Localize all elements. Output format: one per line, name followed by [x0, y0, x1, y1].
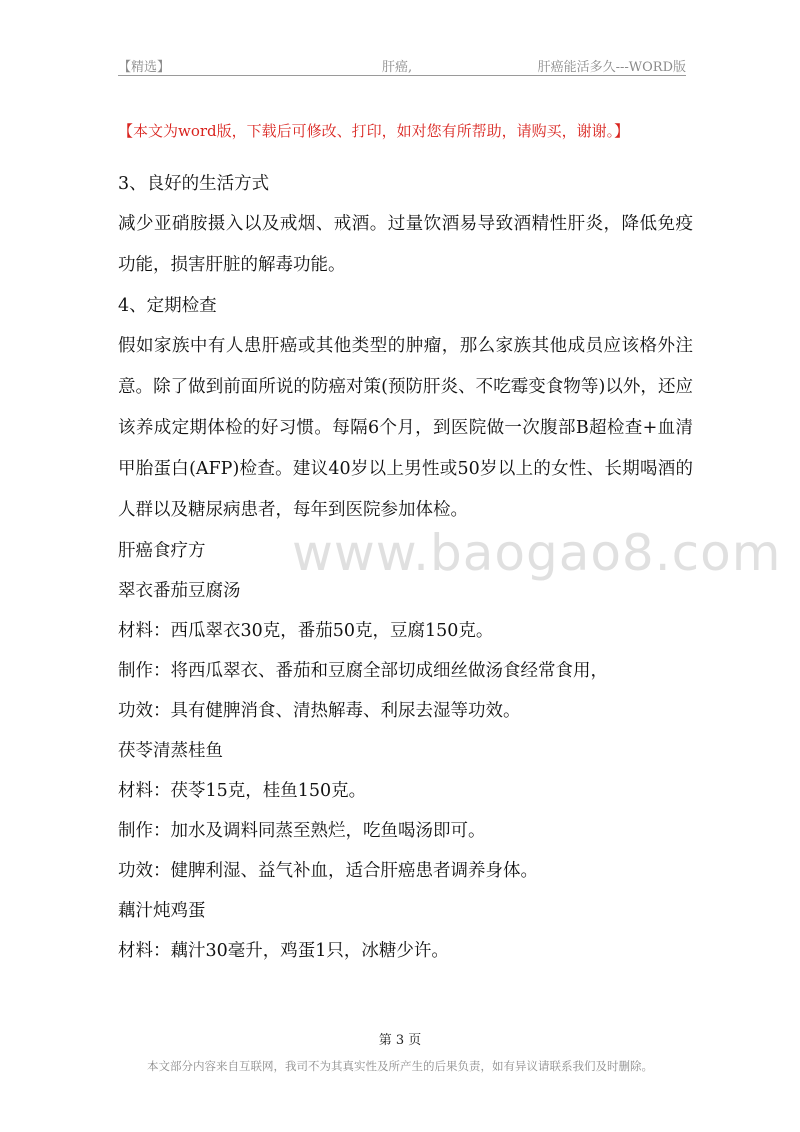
recipe-2-materials: 材料：茯苓15克，桂鱼150克。	[118, 781, 367, 801]
header-right: 肝癌能活多久---WORD版	[537, 60, 686, 75]
document-body	[118, 170, 693, 977]
page-footer-disclaimer: 本文部分内容来自互联网，我司不为其真实性及所产生的后果负责，如有异议请联系我们及时删除。	[147, 1059, 653, 1073]
watermark: www.baogao8.com	[292, 524, 782, 582]
header-divider	[118, 75, 686, 76]
recipe-3-name: 藕汁炖鸡蛋	[118, 901, 206, 921]
recipe-1-name: 翠衣番茄豆腐汤	[118, 581, 241, 601]
page-number: 第 3 页	[378, 1033, 422, 1048]
recipe-3-materials: 材料：藕汁30毫升，鸡蛋1只，冰糖少许。	[118, 941, 449, 961]
heading-lifestyle: 3、良好的生活方式	[118, 174, 270, 194]
header-center: 肝癌,	[382, 60, 413, 75]
recipe-2-name: 茯苓清蒸桂鱼	[118, 741, 223, 761]
paragraph-checkup: 假如家族中有人患肝癌或其他类型的肿瘤，那么家族其他成员应该格外注意。除了做到前面所说的防癌对策(预防肝炎、不吃霉变食物等)以外，还应该养成定期体检的好习惯。每隔6个月，到医院做一次腹部B超检查+血清甲胎蛋白(AFP)检查。建议40岁以上男性或50岁以上的女性、长期喝酒的人群以及糖尿病患者，每年到医院参加体检。	[118, 336, 693, 520]
recipe-2-effect: 功效：健脾利湿、益气补血，适合肝癌患者调养身体。	[118, 861, 538, 881]
page-header	[118, 56, 686, 76]
recipe-1-materials: 材料：西瓜翠衣30克，番茄50克，豆腐150克。	[118, 621, 494, 641]
recipe-2-method: 制作：加水及调料同蒸至熟烂，吃鱼喝汤即可。	[118, 821, 486, 841]
header-left: 【精选】	[118, 60, 171, 75]
recipe-1-method: 制作：将西瓜翠衣、番茄和豆腐全部切成细丝做汤食经常食用，	[118, 661, 608, 681]
purchase-notice: 【本文为word版，下载后可修改、打印，如对您有所帮助，请购买，谢谢。】	[118, 122, 630, 140]
heading-checkup: 4、定期检查	[118, 296, 217, 316]
paragraph-lifestyle: 减少亚硝胺摄入以及戒烟、戒酒。过量饮酒易导致酒精性肝炎，降低免疫功能，损害肝脏的解毒功能。	[118, 214, 693, 275]
recipe-1-effect: 功效：具有健脾消食、清热解毒、利尿去湿等功效。	[118, 701, 521, 721]
section-title-diet: 肝癌食疗方	[118, 541, 206, 561]
